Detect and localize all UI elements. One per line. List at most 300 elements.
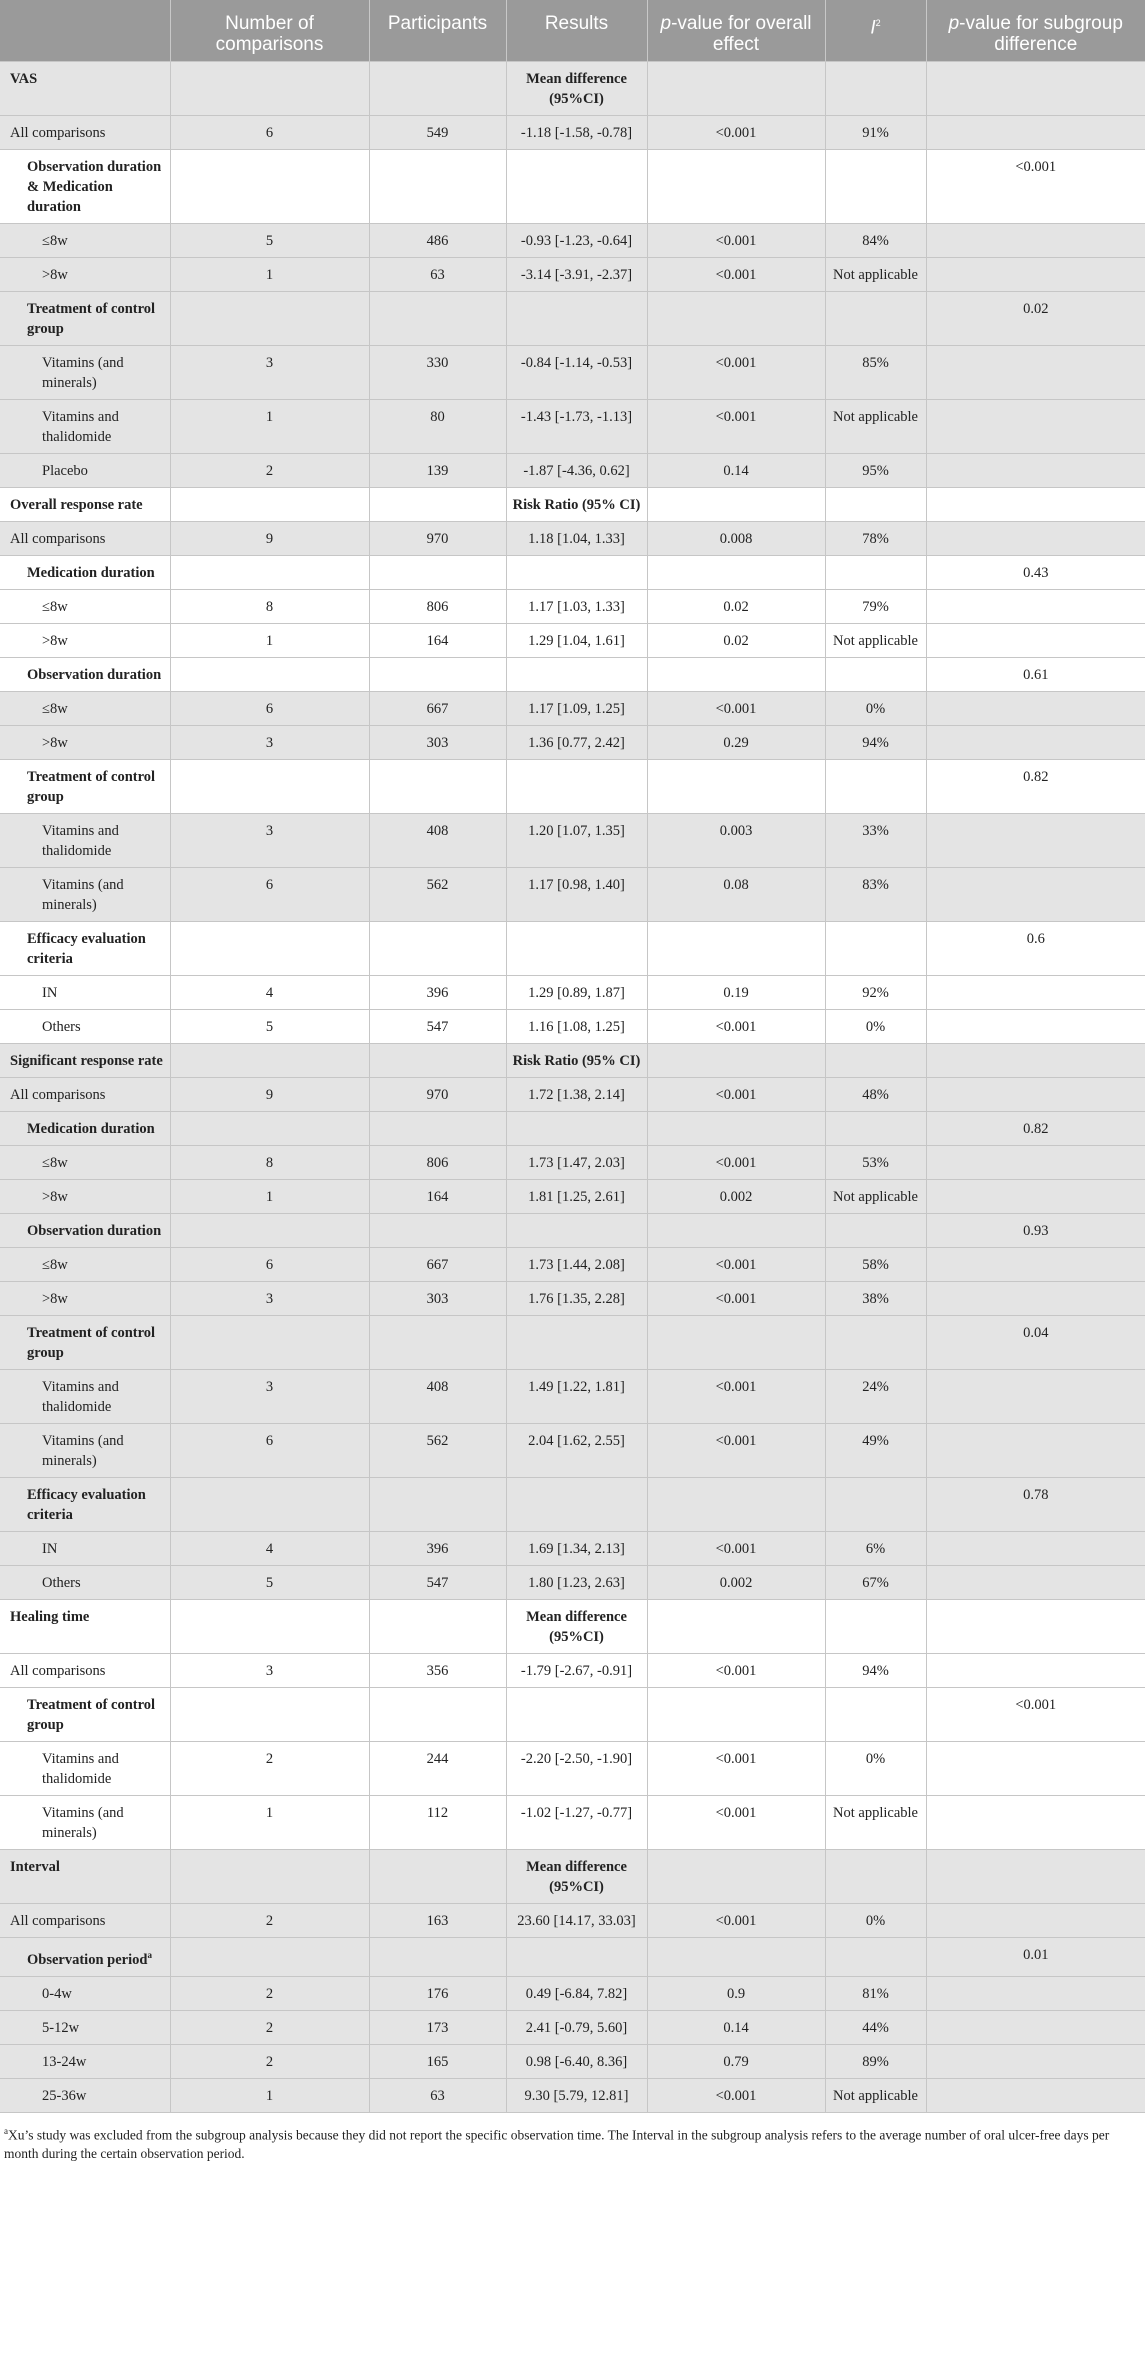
participants: 139 [369,454,506,488]
p-subgroup: 0.82 [926,760,1145,814]
cell-empty [825,1600,926,1654]
number-of-comparisons: 5 [170,1566,369,1600]
table-row-data [0,1742,1145,1796]
participants: 303 [369,1282,506,1316]
result: -1.87 [-4.36, 0.62] [506,454,647,488]
cell-empty [170,760,369,814]
result: 2.04 [1.62, 2.55] [506,1424,647,1478]
i2: 0% [825,1010,926,1044]
cell-empty [647,1112,825,1146]
i2: Not applicable [825,1796,926,1850]
number-of-comparisons: 6 [170,1248,369,1282]
number-of-comparisons: 4 [170,1532,369,1566]
footnote-text: Xu’s study was excluded from the subgroup analysis because they did not report the specific observation time. The Interval in the subgroup analysis refers to the average number of oral ulcer-free days per month during the certain observation period. [4,2127,1110,2162]
p-subgroup [926,1532,1145,1566]
p-subgroup [926,400,1145,454]
cell-empty [369,760,506,814]
result: 0.49 [-6.84, 7.82] [506,1976,647,2010]
cell-empty [825,62,926,116]
result: 1.69 [1.34, 2.13] [506,1532,647,1566]
p-subgroup [926,726,1145,760]
subgroup-label-text: Observation period [27,1951,148,1968]
table-row-group [0,922,1145,976]
row-label: Vitamins (and minerals) [0,868,170,922]
number-of-comparisons: 1 [170,400,369,454]
cell-empty [170,1688,369,1742]
p-overall: 0.29 [647,726,825,760]
table-row-data [0,814,1145,868]
outcome-label: Healing time [0,1600,170,1654]
cell-empty [369,922,506,976]
p-overall: 0.9 [647,1976,825,2010]
table-row-group [0,1478,1145,1532]
table-row-data [0,692,1145,726]
number-of-comparisons: 6 [170,1424,369,1478]
cell-empty [506,150,647,224]
cell-empty [506,556,647,590]
cell-empty [825,292,926,346]
subgroup-label-text: Treatment of control group [27,1325,156,1361]
row-label: Vitamins (and minerals) [0,346,170,400]
p-overall: 0.003 [647,814,825,868]
cell-empty [825,1938,926,1977]
row-label: 0-4w [0,1976,170,2010]
cell-empty [369,658,506,692]
number-of-comparisons: 8 [170,590,369,624]
number-of-comparisons: 1 [170,2078,369,2112]
participants: 112 [369,1796,506,1850]
cell-empty [369,62,506,116]
number-of-comparisons: 2 [170,1976,369,2010]
i2: 53% [825,1146,926,1180]
i2: 67% [825,1566,926,1600]
p-subgroup [926,590,1145,624]
i2: Not applicable [825,258,926,292]
cell-empty [926,1600,1145,1654]
p-subgroup [926,224,1145,258]
outcome-label: Significant response rate [0,1044,170,1078]
result: 2.41 [-0.79, 5.60] [506,2010,647,2044]
subgroup-label-text: Observation duration [27,667,162,683]
cell-empty [170,1112,369,1146]
cell-empty [170,1600,369,1654]
table-row-group [0,556,1145,590]
p-overall: <0.001 [647,400,825,454]
table-row-group [0,292,1145,346]
table-row-group [0,1688,1145,1742]
i2: 38% [825,1282,926,1316]
participants: 63 [369,2078,506,2112]
cell-empty [170,658,369,692]
cell-empty [647,62,825,116]
table-row-outcome [0,488,1145,522]
p-overall: 0.002 [647,1566,825,1600]
p-subgroup [926,1078,1145,1112]
result: 1.72 [1.38, 2.14] [506,1078,647,1112]
subgroup-label [0,1316,170,1370]
participants: 562 [369,1424,506,1478]
number-of-comparisons: 5 [170,1010,369,1044]
row-label: Others [0,1566,170,1600]
cell-empty [647,922,825,976]
i2: 48% [825,1078,926,1112]
table-row-data [0,1078,1145,1112]
result: 1.49 [1.22, 1.81] [506,1370,647,1424]
p-subgroup [926,692,1145,726]
result: 1.18 [1.04, 1.33] [506,522,647,556]
subgroup-label [0,556,170,590]
i2: 92% [825,976,926,1010]
result: 1.81 [1.25, 2.61] [506,1180,647,1214]
table-row-group [0,658,1145,692]
cell-empty [506,922,647,976]
row-label: ≤8w [0,1248,170,1282]
p-overall: <0.001 [647,1078,825,1112]
p-overall: 0.19 [647,976,825,1010]
row-label: 5-12w [0,2010,170,2044]
table-row-data [0,1180,1145,1214]
table-row-data [0,400,1145,454]
cell-empty [369,1478,506,1532]
row-label: >8w [0,258,170,292]
cell-empty [369,1112,506,1146]
result-measure: Risk Ratio (95% CI) [506,1044,647,1078]
number-of-comparisons: 9 [170,1078,369,1112]
cell-empty [506,658,647,692]
table-row-data [0,1654,1145,1688]
p-overall: <0.001 [647,1370,825,1424]
cell-empty [506,1478,647,1532]
cell-empty [647,760,825,814]
i2: 49% [825,1424,926,1478]
cell-empty [647,150,825,224]
i2: 91% [825,116,926,150]
p-subgroup [926,1282,1145,1316]
participants: 408 [369,814,506,868]
table-row-data [0,454,1145,488]
subgroup-label-text: Observation duration & Medication duration [27,159,162,215]
number-of-comparisons: 6 [170,868,369,922]
table-row-outcome [0,1600,1145,1654]
table-row-data [0,116,1145,150]
result: 1.29 [1.04, 1.61] [506,624,647,658]
i2: 94% [825,726,926,760]
cell-empty [825,1688,926,1742]
i2: 94% [825,1654,926,1688]
i2: 83% [825,868,926,922]
p-subgroup [926,522,1145,556]
cell-empty [647,1044,825,1078]
cell-empty [369,1316,506,1370]
cell-empty [170,1044,369,1078]
table-row-group [0,1112,1145,1146]
p-subgroup: 0.02 [926,292,1145,346]
cell-empty [506,1112,647,1146]
participants: 970 [369,1078,506,1112]
result: 1.76 [1.35, 2.28] [506,1282,647,1316]
result: -1.18 [-1.58, -0.78] [506,116,647,150]
participants: 173 [369,2010,506,2044]
table-row-data [0,1370,1145,1424]
row-label: >8w [0,1282,170,1316]
table-row-data [0,1282,1145,1316]
p-subgroup [926,2010,1145,2044]
subgroup-label-text: Treatment of control group [27,301,156,337]
number-of-comparisons: 3 [170,1282,369,1316]
subgroup-label [0,1478,170,1532]
cell-empty [506,760,647,814]
table-row-data [0,976,1145,1010]
table-row-outcome [0,1850,1145,1904]
participants: 176 [369,1976,506,2010]
result: 0.98 [-6.40, 8.36] [506,2044,647,2078]
cell-empty [170,1938,369,1977]
p-overall: 0.008 [647,522,825,556]
p-overall: 0.002 [647,1180,825,1214]
header-participants: Participants [369,0,506,62]
participants: 330 [369,346,506,400]
row-label: Vitamins (and minerals) [0,1424,170,1478]
result: -3.14 [-3.91, -2.37] [506,258,647,292]
p-subgroup [926,346,1145,400]
p-overall: <0.001 [647,1282,825,1316]
result: 1.36 [0.77, 2.42] [506,726,647,760]
cell-empty [647,1478,825,1532]
table-row-data [0,2010,1145,2044]
p-subgroup [926,624,1145,658]
table-row-data [0,258,1145,292]
p-overall: <0.001 [647,346,825,400]
p-overall: <0.001 [647,1248,825,1282]
row-label: IN [0,976,170,1010]
cell-empty [647,1214,825,1248]
cell-empty [506,292,647,346]
p-overall: <0.001 [647,1146,825,1180]
cell-empty [647,1600,825,1654]
result: -1.43 [-1.73, -1.13] [506,400,647,454]
result: 1.17 [1.09, 1.25] [506,692,647,726]
subgroup-label-text: Medication duration [27,565,155,581]
footnote [0,2113,1145,2164]
cell-empty [825,150,926,224]
p-subgroup [926,814,1145,868]
table-row-data [0,2044,1145,2078]
number-of-comparisons: 2 [170,2044,369,2078]
p-overall: 0.14 [647,2010,825,2044]
table-row-data [0,624,1145,658]
cell-empty [369,292,506,346]
p-subgroup [926,1742,1145,1796]
row-label: Vitamins and thalidomide [0,1742,170,1796]
i2: 0% [825,692,926,726]
cell-empty [647,658,825,692]
p-overall: <0.001 [647,1742,825,1796]
cell-empty [647,1316,825,1370]
subgroup-label [0,760,170,814]
p-subgroup [926,976,1145,1010]
i2: 84% [825,224,926,258]
p-subgroup [926,2044,1145,2078]
i2: 95% [825,454,926,488]
cell-empty [170,1316,369,1370]
p-overall: 0.02 [647,624,825,658]
participants: 806 [369,1146,506,1180]
header-p-sub-italic: p [948,13,960,34]
number-of-comparisons: 3 [170,1370,369,1424]
result: -2.20 [-2.50, -1.90] [506,1742,647,1796]
cell-empty [647,1938,825,1977]
subgroup-label [0,1688,170,1742]
participants: 396 [369,1532,506,1566]
participants: 562 [369,868,506,922]
p-subgroup [926,116,1145,150]
p-subgroup [926,454,1145,488]
row-label: IN [0,1532,170,1566]
header-i2-base: I [870,17,876,39]
table-row-data [0,1566,1145,1600]
result: -1.02 [-1.27, -0.77] [506,1796,647,1850]
cell-empty [825,1850,926,1904]
footnote-ref: a [147,1950,152,1960]
result: 1.17 [0.98, 1.40] [506,868,647,922]
cell-empty [825,922,926,976]
cell-empty [170,150,369,224]
subgroup-label [0,1214,170,1248]
subgroup-label-text: Medication duration [27,1121,155,1137]
p-overall: <0.001 [647,2078,825,2112]
number-of-comparisons: 5 [170,224,369,258]
number-of-comparisons: 6 [170,116,369,150]
cell-empty [170,62,369,116]
result: -0.93 [-1.23, -0.64] [506,224,647,258]
cell-empty [170,292,369,346]
p-subgroup [926,1796,1145,1850]
number-of-comparisons: 3 [170,346,369,400]
p-subgroup: <0.001 [926,1688,1145,1742]
result: 1.17 [1.03, 1.33] [506,590,647,624]
row-label: All comparisons [0,1078,170,1112]
header-p-subgroup-rest: -value for subgroup difference [959,13,1123,55]
cell-empty [369,1688,506,1742]
p-overall: 0.14 [647,454,825,488]
i2: 44% [825,2010,926,2044]
participants: 356 [369,1654,506,1688]
header-label [0,0,170,62]
p-subgroup: 0.43 [926,556,1145,590]
cell-empty [369,1214,506,1248]
row-label: All comparisons [0,116,170,150]
table-row-group [0,150,1145,224]
table-row-data [0,1976,1145,2010]
row-label: Vitamins and thalidomide [0,400,170,454]
p-overall: <0.001 [647,1532,825,1566]
participants: 547 [369,1010,506,1044]
number-of-comparisons: 1 [170,258,369,292]
participants: 396 [369,976,506,1010]
p-subgroup [926,2078,1145,2112]
participants: 80 [369,400,506,454]
table-row-group [0,1316,1145,1370]
result: 23.60 [14.17, 33.03] [506,1904,647,1938]
outcome-label: Overall response rate [0,488,170,522]
participants: 549 [369,116,506,150]
header-number-of-comparisons: Number of comparisons [170,0,369,62]
result-measure: Risk Ratio (95% CI) [506,488,647,522]
result: 9.30 [5.79, 12.81] [506,2078,647,2112]
row-label: ≤8w [0,224,170,258]
cell-empty [369,1600,506,1654]
p-overall: <0.001 [647,258,825,292]
p-overall: 0.08 [647,868,825,922]
cell-empty [170,1214,369,1248]
table-row-data [0,224,1145,258]
cell-empty [926,1044,1145,1078]
number-of-comparisons: 1 [170,1796,369,1850]
p-overall: 0.79 [647,2044,825,2078]
p-overall: 0.02 [647,590,825,624]
cell-empty [825,1316,926,1370]
number-of-comparisons: 1 [170,624,369,658]
outcome-label: Interval [0,1850,170,1904]
subgroup-label-text: Efficacy evaluation criteria [27,1487,146,1523]
participants: 303 [369,726,506,760]
row-label: Vitamins and thalidomide [0,1370,170,1424]
participants: 667 [369,692,506,726]
row-label: >8w [0,624,170,658]
row-label: All comparisons [0,1904,170,1938]
cell-empty [647,1688,825,1742]
p-subgroup: 0.82 [926,1112,1145,1146]
header-p-italic: p [660,13,672,34]
row-label: ≤8w [0,1146,170,1180]
subgroup-label [0,1938,170,1977]
p-subgroup: 0.93 [926,1214,1145,1248]
cell-empty [369,1850,506,1904]
p-overall: <0.001 [647,1796,825,1850]
subgroup-label [0,658,170,692]
participants: 806 [369,590,506,624]
cell-empty [825,488,926,522]
table-row-data [0,1248,1145,1282]
header-p-overall [647,0,825,62]
p-subgroup [926,1010,1145,1044]
row-label: All comparisons [0,522,170,556]
participants: 486 [369,224,506,258]
cell-empty [825,1478,926,1532]
cell-empty [647,292,825,346]
participants: 165 [369,2044,506,2078]
p-overall: <0.001 [647,1424,825,1478]
cell-empty [647,556,825,590]
p-subgroup [926,1146,1145,1180]
row-label: 25-36w [0,2078,170,2112]
table-row-data [0,1904,1145,1938]
i2: 6% [825,1532,926,1566]
cell-empty [825,556,926,590]
number-of-comparisons: 6 [170,692,369,726]
i2: 78% [825,522,926,556]
number-of-comparisons: 2 [170,454,369,488]
cell-empty [825,658,926,692]
table-row-data [0,1532,1145,1566]
table-row-group [0,760,1145,814]
cell-empty [170,1850,369,1904]
subgroup-label [0,292,170,346]
subgroup-label [0,1112,170,1146]
p-subgroup [926,868,1145,922]
cell-empty [647,1850,825,1904]
i2: 0% [825,1742,926,1796]
